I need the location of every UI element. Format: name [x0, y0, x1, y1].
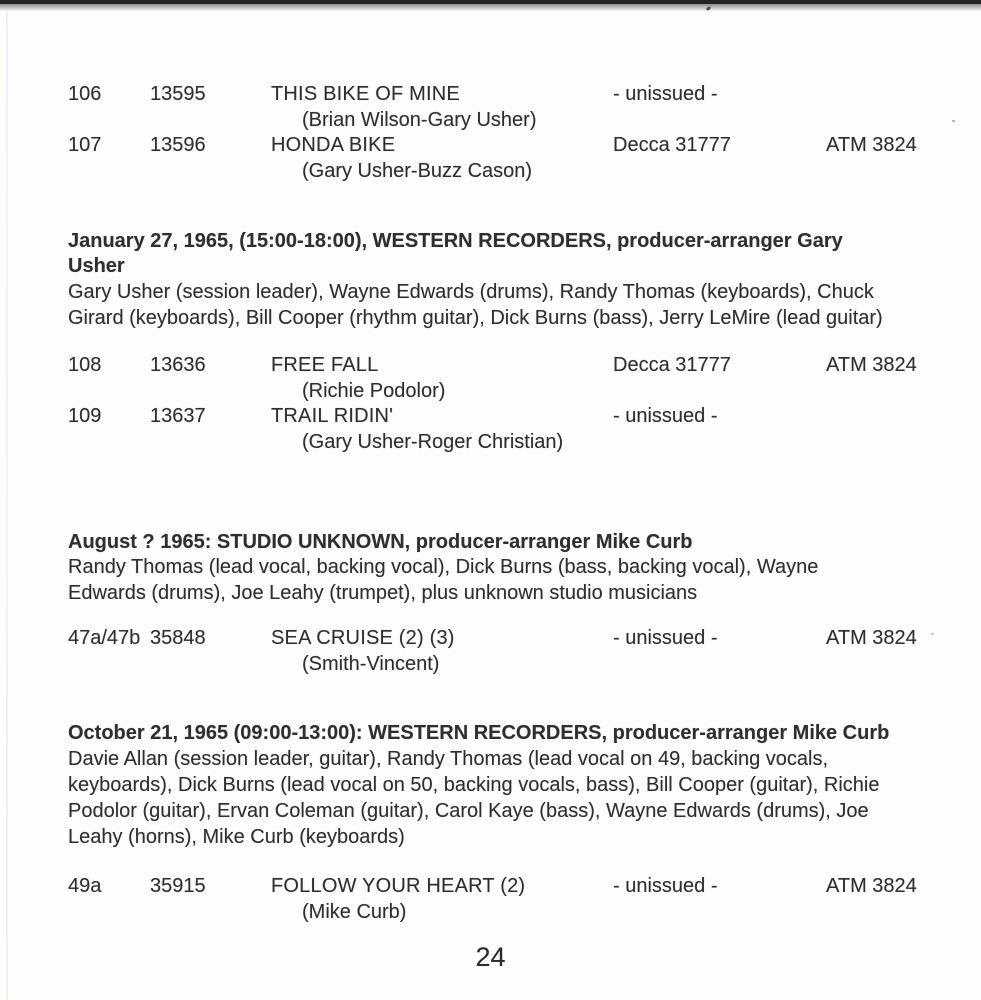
matrix-number: 13596	[150, 134, 206, 156]
release-label: - unissued -	[613, 875, 718, 897]
track-row	[0, 404, 981, 429]
page-number: 24	[475, 942, 506, 972]
scan-top-edge-fade	[0, 4, 981, 11]
session-personnel-line: Edwards (drums), Joe Leahy (trumpet), plus unknown studio musicians	[68, 582, 698, 604]
track-title: THIS BIKE OF MINE	[271, 83, 460, 105]
release-label: Decca 31777	[613, 134, 731, 156]
album-code: ATM 3824	[826, 627, 917, 649]
session-personnel	[0, 747, 981, 772]
matrix-number: 35848	[150, 627, 206, 649]
track-composer: (Richie Podolor)	[302, 380, 446, 402]
track-number: 109	[68, 405, 102, 427]
album-code: ATM 3824	[826, 875, 917, 897]
release-label: - unissued -	[613, 83, 718, 105]
session-header-line: August ? 1965: STUDIO UNKNOWN, producer-arranger Mike Curb	[68, 531, 693, 553]
matrix-number: 13637	[150, 405, 206, 427]
track-number: 107	[68, 134, 102, 156]
session-header	[0, 530, 981, 555]
session-personnel	[0, 773, 981, 798]
track-composer: (Gary Usher-Roger Christian)	[302, 431, 564, 453]
session-personnel-line: Randy Thomas (lead vocal, backing vocal), Dick Burns (bass, backing vocal), Wayne	[68, 556, 819, 578]
composer-row	[0, 430, 981, 455]
track-row	[0, 82, 981, 107]
composer-row	[0, 900, 981, 925]
session-personnel-line: Davie Allan (session leader, guitar), Randy Thomas (lead vocal on 49, backing vocals,	[68, 748, 829, 770]
composer-row	[0, 379, 981, 404]
session-header	[0, 721, 981, 746]
track-row	[0, 874, 981, 899]
session-personnel-line: Girard (keyboards), Bill Cooper (rhythm guitar), Dick Burns (bass), Jerry LeMire (lead guitar)	[68, 307, 883, 329]
session-personnel	[0, 555, 981, 580]
session-header-line: January 27, 1965, (15:00-18:00), WESTERN RECORDERS, producer-arranger Gary	[68, 230, 843, 252]
track-composer: (Mike Curb)	[302, 901, 407, 923]
release-label: Decca 31777	[613, 354, 731, 376]
release-label: - unissued -	[613, 405, 718, 427]
track-composer: (Smith-Vincent)	[302, 653, 440, 675]
track-number: 47a/47b	[68, 627, 141, 649]
session-personnel-line: Leahy (horns), Mike Curb (keyboards)	[68, 826, 405, 848]
session-personnel	[0, 799, 981, 824]
track-number: 49a	[68, 875, 102, 897]
track-row	[0, 353, 981, 378]
track-title: TRAIL RIDIN'	[271, 405, 394, 427]
track-composer: (Brian Wilson-Gary Usher)	[302, 109, 537, 131]
session-personnel-line: Podolor (guitar), Ervan Coleman (guitar), Carol Kaye (bass), Wayne Edwards (drums), Joe	[68, 800, 869, 822]
session-header-line: October 21, 1965 (09:00-13:00): WESTERN RECORDERS, producer-arranger Mike Curb	[68, 722, 890, 744]
session-header	[0, 254, 981, 279]
session-personnel-line: Gary Usher (session leader), Wayne Edwards (drums), Randy Thomas (keyboards), Chuck	[68, 281, 874, 303]
session-header-line: Usher	[68, 255, 125, 277]
track-row	[0, 626, 981, 651]
session-header	[0, 229, 981, 254]
album-code: ATM 3824	[826, 134, 917, 156]
track-title: HONDA BIKE	[271, 134, 396, 156]
track-title: FOLLOW YOUR HEART (2)	[271, 875, 526, 897]
composer-row	[0, 108, 981, 133]
session-personnel	[0, 280, 981, 305]
session-personnel	[0, 306, 981, 331]
track-title: SEA CRUISE (2) (3)	[271, 627, 455, 649]
release-label: - unissued -	[613, 627, 718, 649]
session-personnel-line: keyboards), Dick Burns (lead vocal on 50, backing vocals, bass), Bill Cooper (guitar), Richie	[68, 774, 880, 796]
session-personnel	[0, 825, 981, 850]
track-composer: (Gary Usher-Buzz Cason)	[302, 160, 533, 182]
composer-row	[0, 159, 981, 184]
track-number: 106	[68, 83, 102, 105]
track-number: 108	[68, 354, 102, 376]
album-code: ATM 3824	[826, 354, 917, 376]
matrix-number: 35915	[150, 875, 206, 897]
session-personnel	[0, 581, 981, 606]
matrix-number: 13595	[150, 83, 206, 105]
composer-row	[0, 652, 981, 677]
matrix-number: 13636	[150, 354, 206, 376]
track-row	[0, 133, 981, 158]
track-title: FREE FALL	[271, 354, 379, 376]
